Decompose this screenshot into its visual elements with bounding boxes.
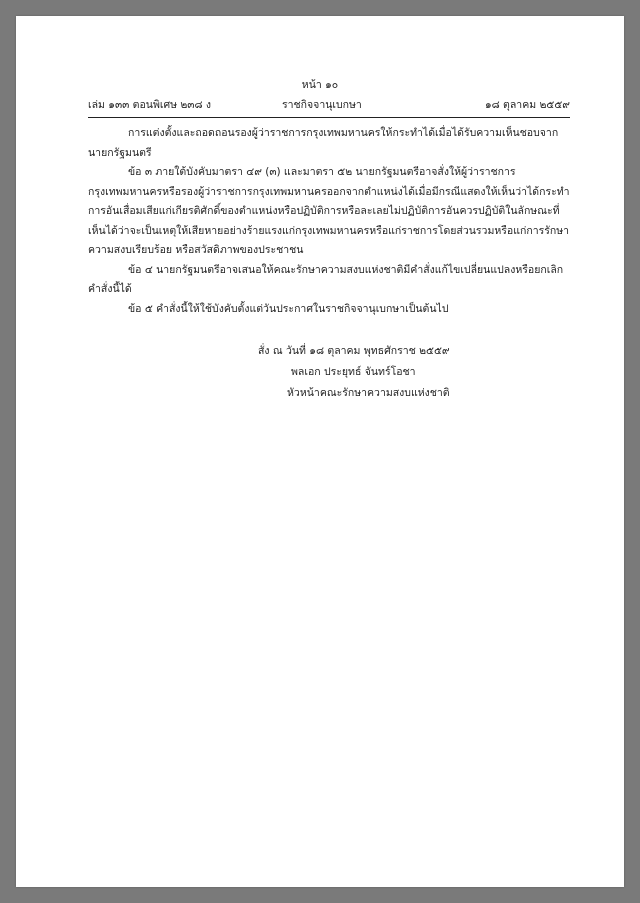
paragraph-clause-4: ข้อ ๔ นายกรัฐมนตรีอาจเสนอให้คณะรักษาความสงบแห่งชาติมีคำสั่งแก้ไขเปลี่ยนแปลงหรือยกเลิกคำสั่งนี้ได้ <box>88 263 564 295</box>
gazette-header <box>88 96 570 116</box>
signatory-name: พลเอก ประยุทธ์ จันทร์โอชา <box>291 366 416 378</box>
header-volume-issue: เล่ม ๑๓๓ ตอนพิเศษ ๒๓๘ ง <box>88 99 212 111</box>
page-number: หน้า ๑๐ <box>301 79 339 91</box>
paragraph-clause-5: ข้อ ๕ คำสั่งนี้ให้ใช้บังคับตั้งแต่วันประกาศในราชกิจจานุเบกษาเป็นต้นไป <box>128 302 449 315</box>
signatory-position: หัวหน้าคณะรักษาความสงบแห่งชาติ <box>287 387 450 399</box>
document-body <box>88 124 570 319</box>
signature-date-line: สั่ง ณ วันที่ ๑๘ ตุลาคม พุทธศักราช ๒๕๕๙ <box>258 345 450 357</box>
paragraph-appointment: การแต่งตั้งและถอดถอนรองผู้ว่าราชการกรุงเทพมหานครให้กระทำได้เมื่อได้รับความเห็นชอบจากนายกรัฐมนตรี <box>88 127 559 159</box>
document-page <box>16 16 624 887</box>
paragraph-clause-3: ข้อ ๓ ภายใต้บังคับมาตรา ๔๙ (๓) และมาตรา ๕๒ นายกรัฐมนตรีอาจสั่งให้ผู้ว่าราชการกรุงเทพมหานครหรือรองผู้ว่าราชการกรุงเทพมหานครออกจากตำแหน่งได้เมื่อมีกรณีแสดงให้เห็นว่าได้กระทำการอันเสื่อมเสียแก่เกียรติศักดิ์ของตำแหน่งหรือปฏิบัติการหรือละเลยไม่ปฏิบัติการอันควรปฏิบัติในลักษณะที่เห็นได้ว่าจะเป็นเหตุให้เสียหายอย่างร้ายแรงแก่กรุงเทพมหานครหรือแก่ราชการโดยส่วนรวมหรือแก่การรักษาความสงบเรียบร้อย หรือสวัสดิภาพของประชาชน <box>88 166 570 256</box>
header-divider <box>88 117 570 118</box>
header-date: ๑๘ ตุลาคม ๒๕๕๙ <box>484 99 570 111</box>
header-gazette-title: ราชกิจจานุเบกษา <box>282 99 362 111</box>
